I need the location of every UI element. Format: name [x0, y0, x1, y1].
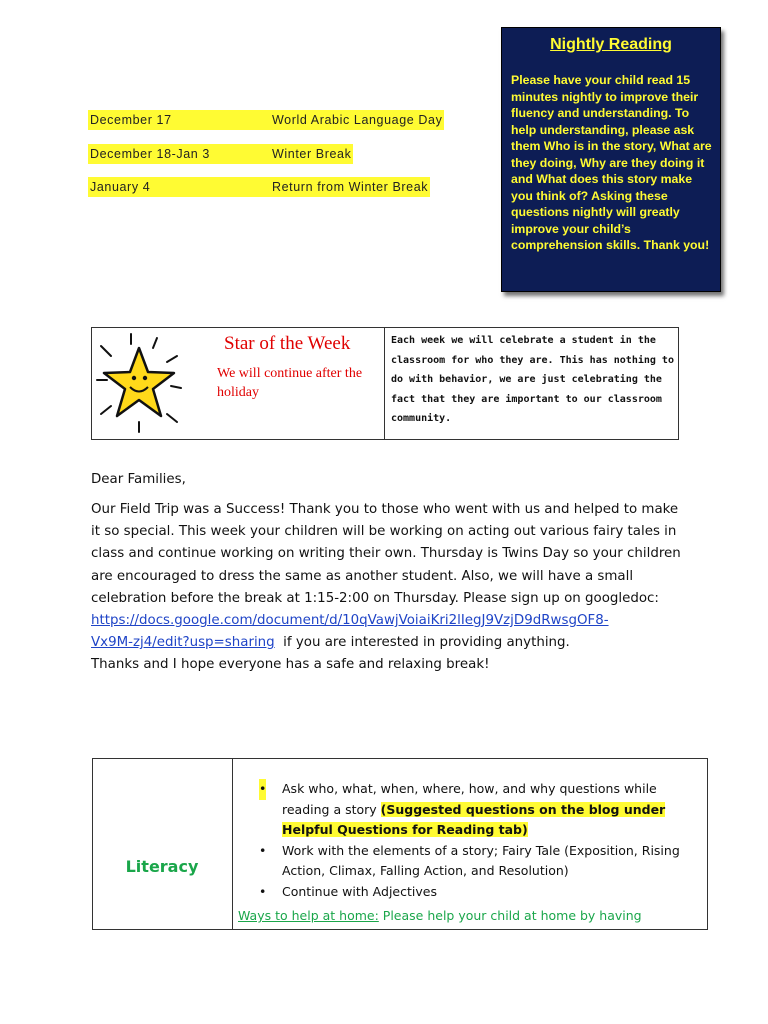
calendar-event: World Arabic Language Day	[272, 113, 443, 127]
calendar-date: January 4	[90, 180, 151, 194]
bullet-icon: •	[259, 842, 267, 858]
calendar-date: December 17	[90, 113, 172, 127]
calendar-date: December 18-Jan 3	[90, 147, 210, 161]
calendar-event: Return from Winter Break	[272, 180, 429, 194]
calendar-row	[88, 177, 430, 197]
list-item-text: Ask who, what, when, where, how, and why questions while reading a story	[282, 781, 657, 817]
list-item	[257, 882, 702, 903]
list-item	[257, 779, 702, 841]
letter-text: if you are interested in providing anything.	[283, 635, 570, 651]
list-item-highlight: (Suggested questions on the blog under Helpful Questions for Reading tab)	[282, 801, 666, 837]
calendar-row	[88, 144, 353, 164]
literacy-list	[257, 779, 702, 902]
letter-closing: Thanks and I hope everyone has a safe and relaxing break!	[91, 657, 490, 673]
list-item-text: Work with the elements of a story; Fairy Tale (Exposition, Rising Action, Climax, Falling Action, and Resolution)	[282, 842, 680, 878]
list-item-text: Continue with Adjectives	[282, 883, 437, 899]
nightly-reading-box	[501, 27, 721, 292]
bullet-icon: •	[259, 779, 266, 800]
ways-to-help-label: Ways to help at home:	[238, 908, 379, 923]
googledoc-link[interactable]: https://docs.google.com/document/d/10qVawjVoiaiKri2lIegJ9VzjD9dRwsgOF8- Vx9M-zj4/edit?usp=sharing	[91, 613, 609, 651]
ways-to-help-text: Please help your child at home by having	[382, 908, 642, 923]
ways-to-help	[238, 908, 642, 923]
star-of-week-subtitle: We will continue after the holiday	[217, 366, 363, 400]
literacy-label: Literacy	[125, 857, 199, 876]
star-box-divider	[384, 327, 385, 440]
letter-greeting: Dear Families,	[91, 472, 186, 487]
star-of-week-description: Each week we will celebrate a student in the classroom for who they are. This has nothing to do with behavior, we are just celebrating the fact that they are important to our classroom community.	[391, 335, 674, 424]
bullet-icon: •	[259, 883, 267, 899]
letter-text: Our Field Trip was a Success! Thank you to those who went with us and helped to make it so special. This week your children will be working on acting out various fairy tales in class and continue working on writing their own. Thursday is Twins Day so your children are encouraged to dress the same as another student. Also, we will have a small celebration before the break at 1:15-2:00 on Thursday. Please sign up on googledoc:	[91, 502, 681, 606]
nightly-reading-title: Nightly Reading	[550, 36, 672, 53]
star-icon	[95, 332, 189, 436]
calendar-row	[88, 110, 444, 130]
literacy-table-divider	[232, 758, 233, 930]
letter-body	[91, 499, 691, 677]
star-of-week-title: Star of the Week	[224, 333, 351, 354]
list-item	[257, 841, 702, 882]
calendar-event: Winter Break	[272, 147, 352, 161]
nightly-reading-body: Please have your child read 15 minutes nightly to improve their fluency and understanding. To help understanding, please ask them Who is in the story, What are they doing, Why are they doing it and What does this story make you think of? Asking these questions nightly will greatly improve your child’s comprehension skills. Thank you!	[511, 73, 712, 252]
